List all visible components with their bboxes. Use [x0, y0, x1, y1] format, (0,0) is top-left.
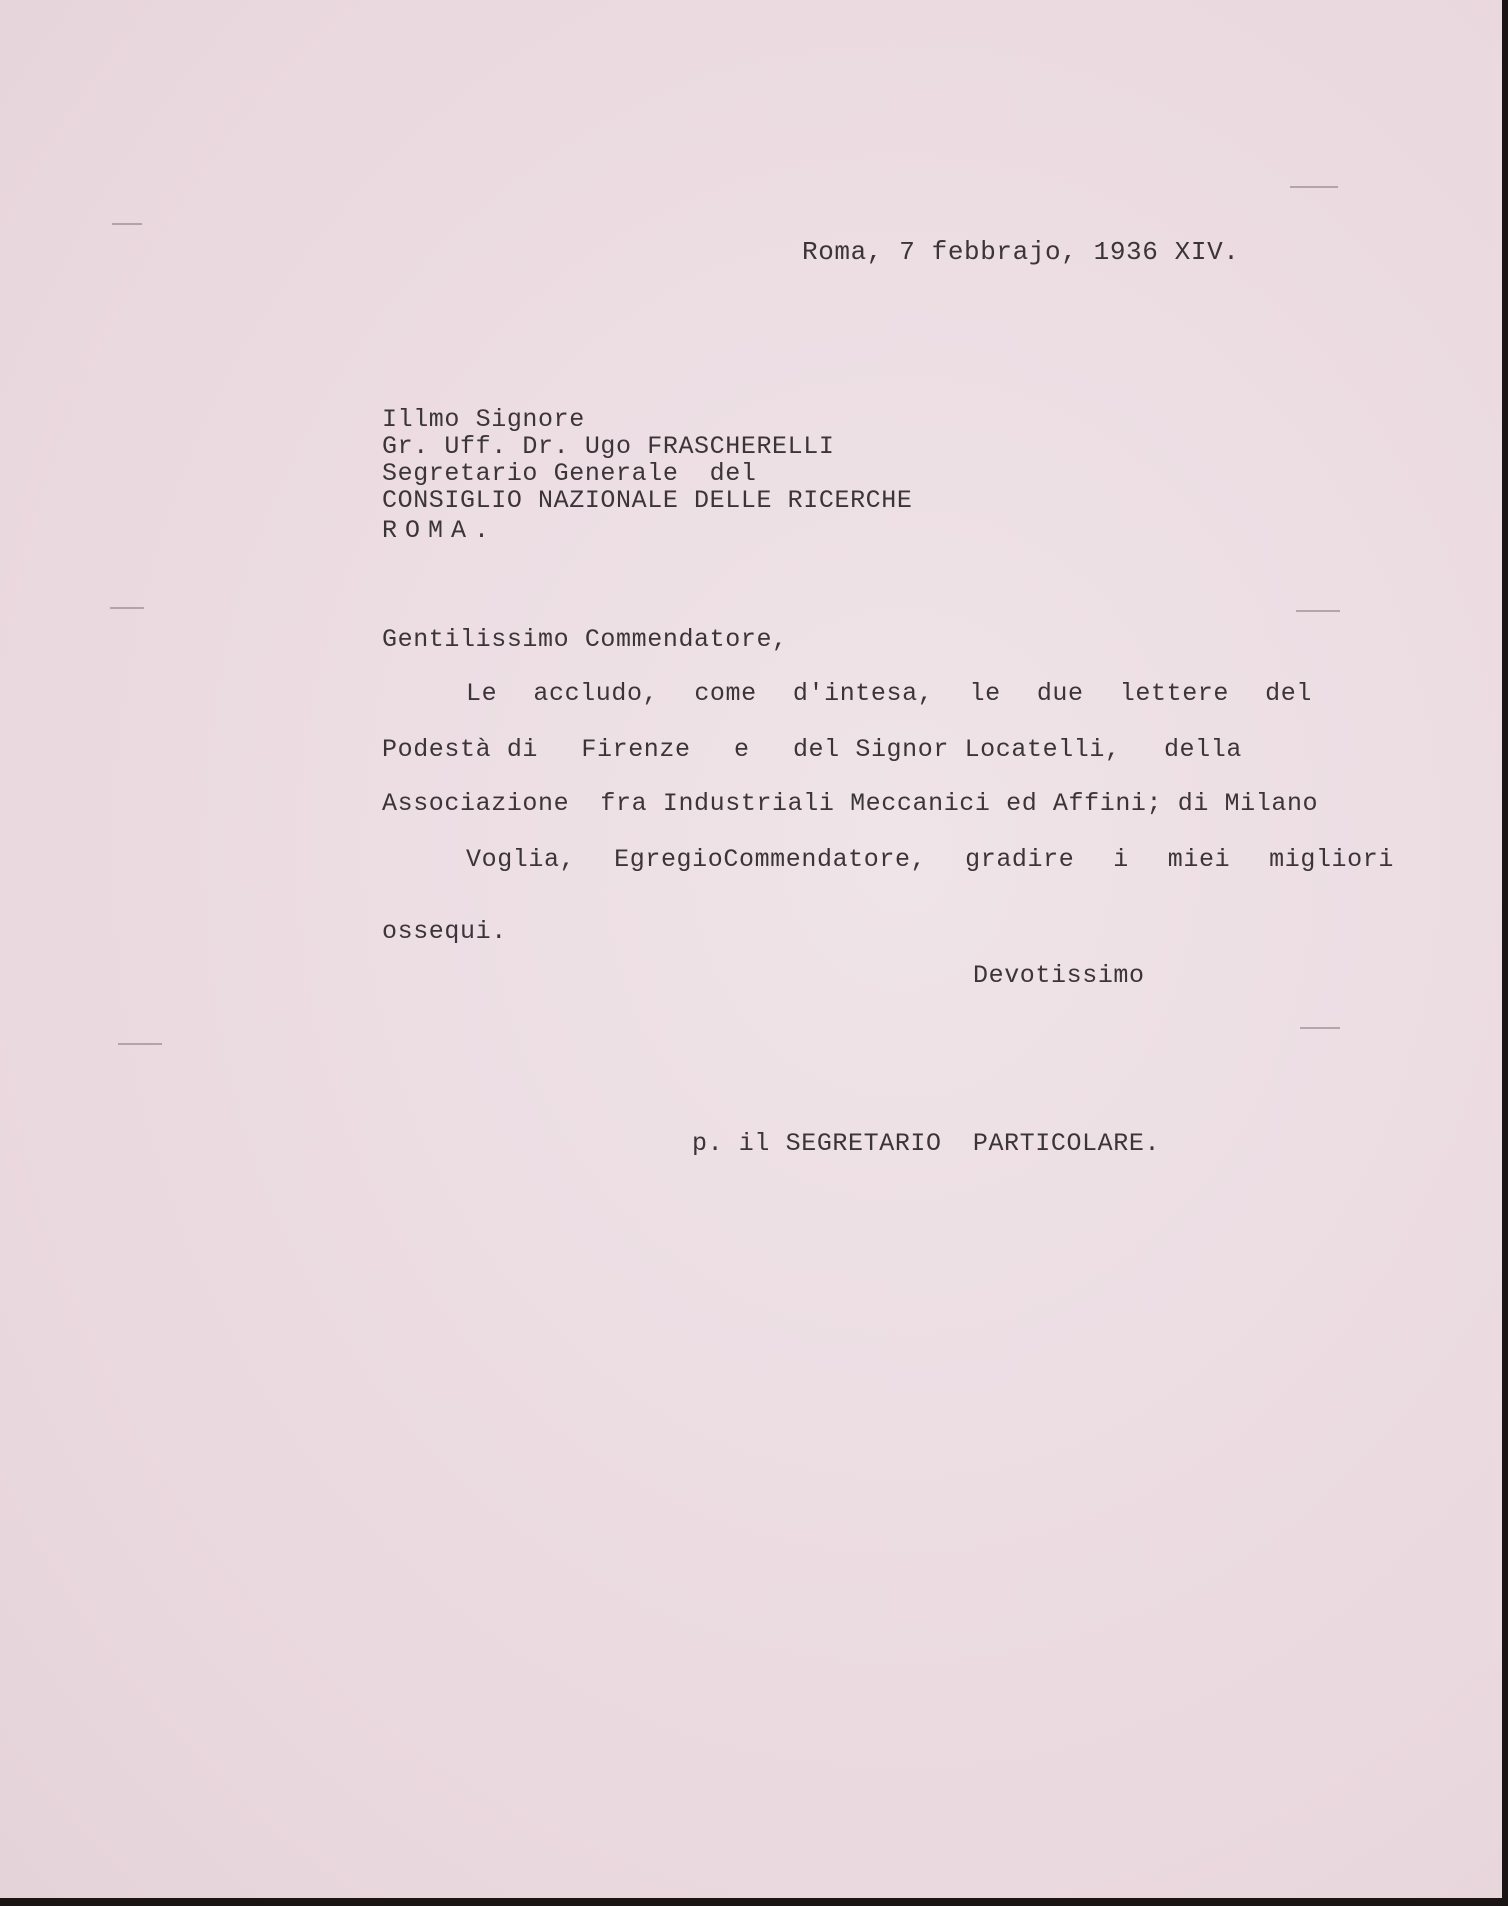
body-word: della	[1163, 735, 1242, 764]
body-word: Podestà di	[382, 735, 539, 764]
body-word: Firenze	[581, 735, 691, 764]
body-word: Le	[466, 679, 498, 708]
margin-mark	[1290, 186, 1338, 188]
margin-mark	[1296, 610, 1340, 612]
body-word: migliori	[1269, 845, 1394, 874]
body-line-4	[382, 846, 1394, 874]
recipient-salutation-title: Illmo Signore	[382, 405, 585, 434]
body-word: i	[1113, 845, 1129, 874]
margin-mark	[1300, 1027, 1340, 1029]
letter-signature: p. il SEGRETARIO PARTICOLARE.	[692, 1129, 1161, 1158]
recipient-name: Gr. Uff. Dr. Ugo FRASCHERELLI	[382, 432, 835, 461]
margin-mark	[118, 1043, 162, 1045]
body-word: EgregioCommendatore,	[614, 845, 927, 874]
letter-date: Roma, 7 febbrajo, 1936 XIV.	[802, 237, 1240, 267]
body-word: gradire	[965, 845, 1075, 874]
body-word: d'intesa,	[792, 679, 934, 708]
body-line-3: Associazione fra Industriali Meccanici ed Affini; di Milano	[382, 789, 1319, 818]
recipient-city: ROMA.	[382, 516, 498, 545]
margin-mark	[110, 607, 144, 609]
recipient-role: Segretario Generale del	[382, 459, 757, 488]
body-line-1	[382, 680, 1312, 708]
body-word: come	[694, 679, 757, 708]
body-word: accludo,	[533, 679, 659, 708]
body-word: miei	[1167, 845, 1231, 874]
body-line-5: ossequi.	[382, 917, 507, 946]
recipient-organization: CONSIGLIO NAZIONALE DELLE RICERCHE	[382, 486, 913, 515]
body-word: le	[969, 679, 1001, 708]
body-word: Voglia,	[466, 845, 576, 874]
body-line-2	[382, 736, 1242, 764]
letter-salutation: Gentilissimo Commendatore,	[382, 625, 788, 654]
margin-mark	[112, 223, 142, 225]
body-word: del Signor Locatelli,	[792, 735, 1121, 764]
body-word: e	[733, 735, 750, 764]
body-word: del	[1265, 679, 1312, 708]
letter-closing: Devotissimo	[973, 961, 1145, 990]
body-word: due	[1036, 679, 1084, 708]
body-word: lettere	[1119, 679, 1229, 708]
